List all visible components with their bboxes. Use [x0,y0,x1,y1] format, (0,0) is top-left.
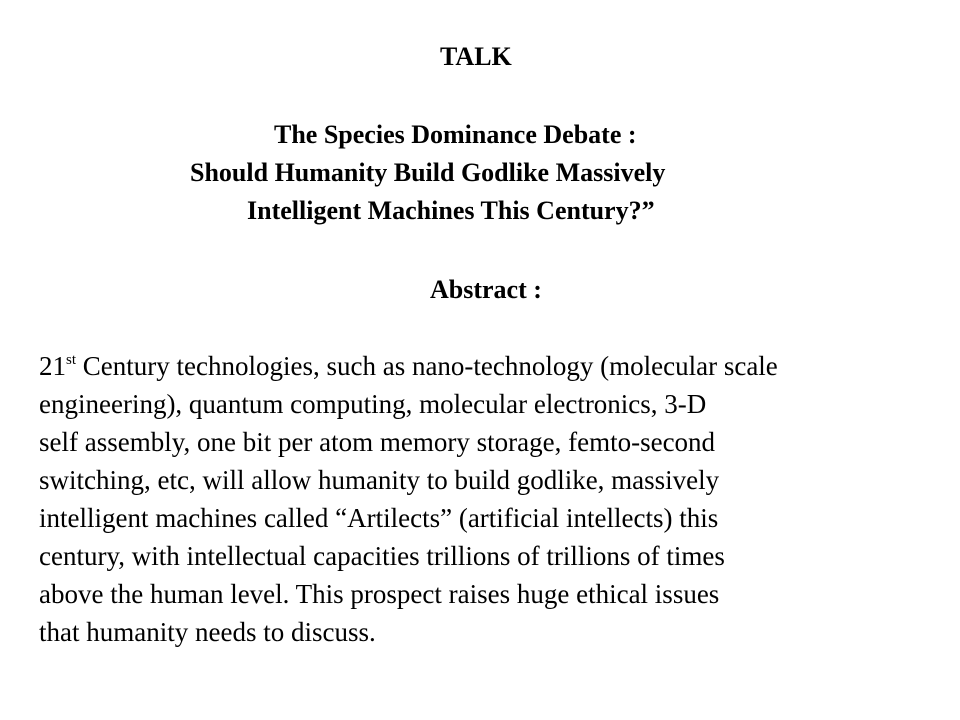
abstract-line-2: engineering), quantum computing, molecular electronics, 3-D [39,389,707,419]
talk-label: TALK [440,42,512,71]
abstract-line-3: self assembly, one bit per atom memory storage, femto-second [39,427,716,457]
abstract-line-8: that humanity needs to discuss. [39,617,376,647]
abstract-line-7: above the human level. This prospect raises huge ethical issues [39,579,720,609]
title-line-3: Intelligent Machines This Century?” [247,196,655,225]
abstract-line-6: century, with intellectual capacities trillions of trillions of times [39,541,725,571]
abstract-line-5: intelligent machines called “Artilects” (artificial intellects) this [39,503,719,533]
century-number: 21 [39,351,66,381]
ordinal-suffix: st [66,352,77,368]
abstract-heading: Abstract : [430,275,542,304]
abstract-line-1 [39,350,778,382]
abstract-line-1-text: Century technologies, such as nano-technology (molecular scale [76,351,778,381]
title-line-2: Should Humanity Build Godlike Massively [190,158,666,187]
title-line-1: The Species Dominance Debate : [274,120,637,149]
abstract-line-4: switching, etc, will allow humanity to build godlike, massively [39,465,720,495]
